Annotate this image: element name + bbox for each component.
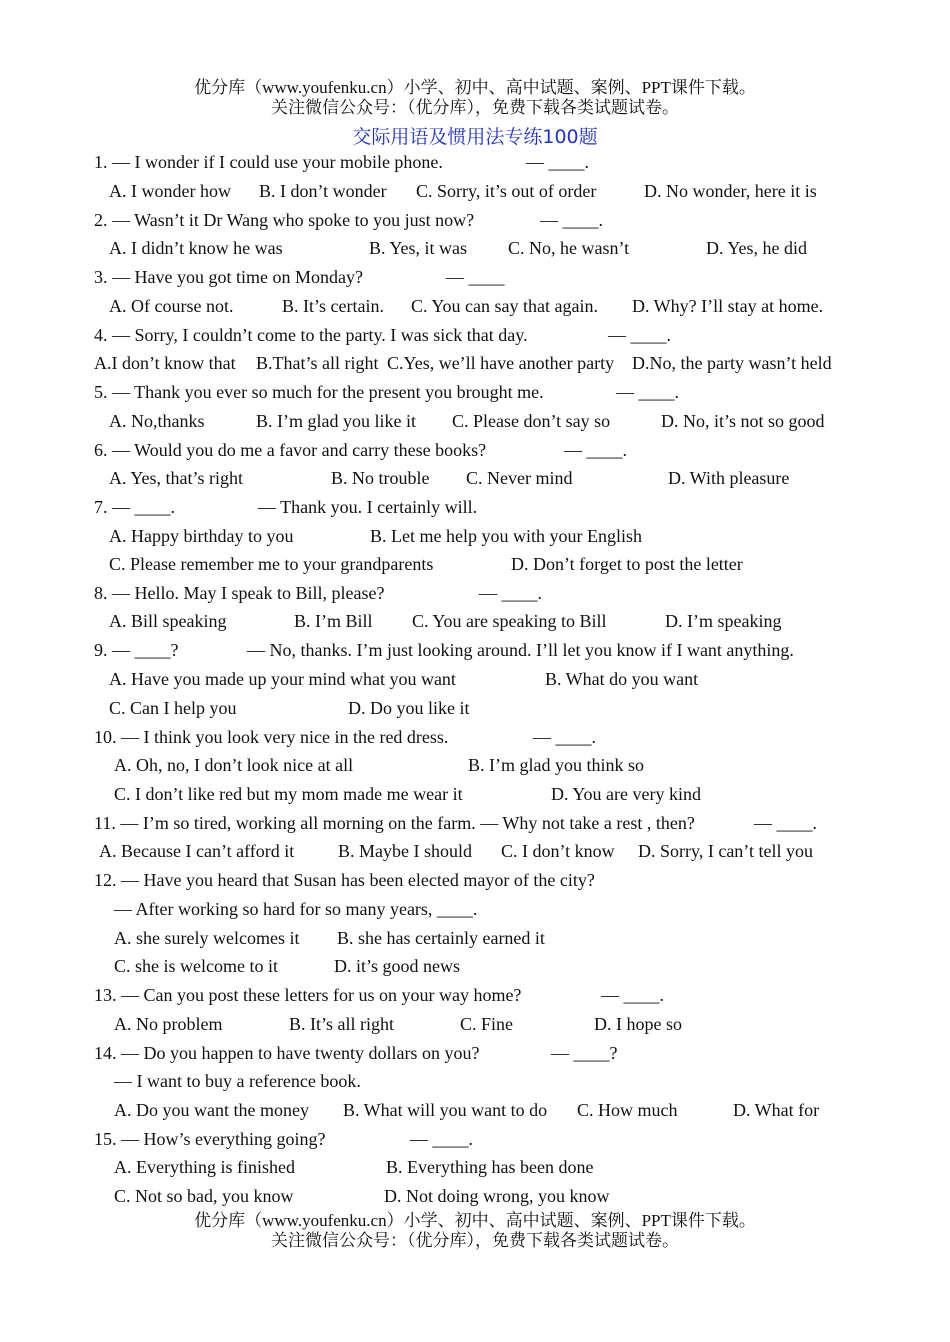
question-8-option-c: C. You are speaking to Bill [412, 611, 607, 631]
question-10-option-c: C. I don’t like red but my mom made me wear it [114, 784, 463, 804]
question-8-reply: — ____. [479, 583, 542, 603]
question-12-option-d: D. it’s good news [334, 956, 460, 976]
question-13-option-b: B. It’s all right [289, 1014, 394, 1034]
question-1-option-c: C. Sorry, it’s out of order [416, 181, 597, 201]
question-4-option-b: B.That’s all right [256, 353, 379, 373]
question-8-option-a: A. Bill speaking [109, 611, 227, 631]
question-7-option-d: D. Don’t forget to post the letter [511, 554, 743, 574]
question-14-extra: — I want to buy a reference book. [114, 1071, 361, 1091]
question-6-reply: — ____. [564, 440, 627, 460]
question-7-option-c: C. Please remember me to your grandparents [109, 554, 434, 574]
question-11-option-a: A. Because I can’t afford it [99, 841, 295, 861]
question-2-option-d: D. Yes, he did [706, 238, 808, 258]
question-6-option-c: C. Never mind [466, 468, 573, 488]
question-8-option-d: D. I’m speaking [665, 611, 782, 631]
question-13-option-c: C. Fine [460, 1014, 514, 1034]
question-3-option-c: C. You can say that again. [411, 296, 598, 316]
question-7-stem: 7. — ____. [94, 497, 175, 517]
question-13-option-d: D. I hope so [594, 1014, 682, 1034]
question-10-reply: — ____. [533, 727, 596, 747]
question-10-stem: 10. — I think you look very nice in the red dress. [94, 727, 449, 747]
question-1-stem: 1. — I wonder if I could use your mobile phone. [94, 152, 443, 172]
question-4-option-a: A.I don’t know that [94, 353, 236, 373]
question-2-option-c: C. No, he wasn’t [508, 238, 630, 258]
question-3-option-a: A. Of course not. [109, 296, 234, 316]
question-2-stem: 2. — Wasn’t it Dr Wang who spoke to you just now? [94, 210, 475, 230]
question-4-stem: 4. — Sorry, I couldn’t come to the party. I was sick that day. [94, 325, 528, 345]
question-14-reply: — ____? [551, 1043, 618, 1063]
question-14-option-b: B. What will you want to do [343, 1100, 548, 1120]
footer-line-1: 优分库（www.youfenku.cn）小学、初中、高中试题、案例、PPT课件下载。 [194, 1211, 756, 1230]
question-15-option-d: D. Not doing wrong, you know [384, 1186, 610, 1206]
question-13-stem: 13. — Can you post these letters for us on your way home? [94, 985, 522, 1005]
question-5-option-d: D. No, it’s not so good [661, 411, 825, 431]
question-13-reply: — ____. [601, 985, 664, 1005]
question-3-option-b: B. It’s certain. [282, 296, 384, 316]
question-9-stem: 9. — ____? [94, 640, 179, 660]
question-3-option-d: D. Why? I’ll stay at home. [632, 296, 824, 316]
question-5-option-a: A. No,thanks [109, 411, 205, 431]
question-5-option-c: C. Please don’t say so [452, 411, 611, 431]
question-3-stem: 3. — Have you got time on Monday? [94, 267, 363, 287]
question-9-option-a: A. Have you made up your mind what you want [109, 669, 456, 689]
question-4-option-d: D.No, the party wasn’t held [632, 353, 832, 373]
question-1-option-b: B. I don’t wonder [259, 181, 387, 201]
question-15-option-b: B. Everything has been done [386, 1157, 594, 1177]
question-15-reply: — ____. [410, 1129, 473, 1149]
page-title: 交际用语及惯用法专练100题 [352, 126, 598, 148]
question-6-option-d: D. With pleasure [668, 468, 790, 488]
question-11-option-c: C. I don’t know [501, 841, 615, 861]
question-2-reply: — ____. [540, 210, 603, 230]
question-15-stem: 15. — How’s everything going? [94, 1129, 326, 1149]
question-7-reply: — Thank you. I certainly will. [258, 497, 478, 517]
question-6-option-b: B. No trouble [331, 468, 430, 488]
header-line-2: 关注微信公众号：（优分库），免费下载各类试题试卷。 [271, 98, 679, 117]
question-11-option-d: D. Sorry, I can’t tell you [638, 841, 813, 861]
question-1-option-a: A. I wonder how [109, 181, 231, 201]
question-13-option-a: A. No problem [114, 1014, 223, 1034]
question-14-stem: 14. — Do you happen to have twenty dollars on you? [94, 1043, 480, 1063]
header-line-1: 优分库（www.youfenku.cn）小学、初中、高中试题、案例、PPT课件下载。 [194, 78, 756, 97]
question-9-option-b: B. What do you want [545, 669, 699, 689]
question-4-option-c: C.Yes, we’ll have another party [387, 353, 615, 373]
question-11-option-b: B. Maybe I should [338, 841, 472, 861]
question-3-reply: — ____ [446, 267, 505, 287]
question-11-reply: — ____. [754, 813, 817, 833]
question-4-reply: — ____. [608, 325, 671, 345]
question-9-reply: — No, thanks. I’m just looking around. I’ll let you know if I want anything. [247, 640, 794, 660]
question-2-option-a: A. I didn’t know he was [109, 238, 283, 258]
question-6-stem: 6. — Would you do me a favor and carry these books? [94, 440, 487, 460]
footer-line-2: 关注微信公众号：（优分库），免费下载各类试题试卷。 [271, 1231, 679, 1250]
question-9-option-c: C. Can I help you [109, 698, 237, 718]
question-15-option-a: A. Everything is finished [114, 1157, 295, 1177]
question-10-option-b: B. I’m glad you think so [468, 755, 644, 775]
question-1-option-d: D. No wonder, here it is [644, 181, 817, 201]
question-7-option-a: A. Happy birthday to you [109, 526, 294, 546]
question-8-option-b: B. I’m Bill [294, 611, 373, 631]
question-5-reply: — ____. [616, 382, 679, 402]
question-12-reply: — After working so hard for so many years, ____. [114, 899, 478, 919]
question-12-option-c: C. she is welcome to it [114, 956, 278, 976]
question-10-option-d: D. You are very kind [551, 784, 701, 804]
question-14-option-a: A. Do you want the money [114, 1100, 309, 1120]
question-15-option-c: C. Not so bad, you know [114, 1186, 294, 1206]
question-12-option-b: B. she has certainly earned it [337, 928, 545, 948]
question-14-option-d: D. What for [733, 1100, 820, 1120]
question-7-option-b: B. Let me help you with your English [370, 526, 642, 546]
question-9-option-d: D. Do you like it [348, 698, 470, 718]
question-10-option-a: A. Oh, no, I don’t look nice at all [114, 755, 354, 775]
question-12-option-a: A. she surely welcomes it [114, 928, 300, 948]
question-11-stem: 11. — I’m so tired, working all morning on the farm. — Why not take a rest , then? [94, 813, 695, 833]
question-5-stem: 5. — Thank you ever so much for the present you brought me. [94, 382, 544, 402]
question-14-option-c: C. How much [577, 1100, 678, 1120]
question-2-option-b: B. Yes, it was [369, 238, 468, 258]
question-8-stem: 8. — Hello. May I speak to Bill, please? [94, 583, 385, 603]
question-1-reply: — ____. [526, 152, 589, 172]
question-12-stem: 12. — Have you heard that Susan has been elected mayor of the city? [94, 870, 595, 890]
question-5-option-b: B. I’m glad you like it [256, 411, 416, 431]
question-6-option-a: A. Yes, that’s right [109, 468, 244, 488]
